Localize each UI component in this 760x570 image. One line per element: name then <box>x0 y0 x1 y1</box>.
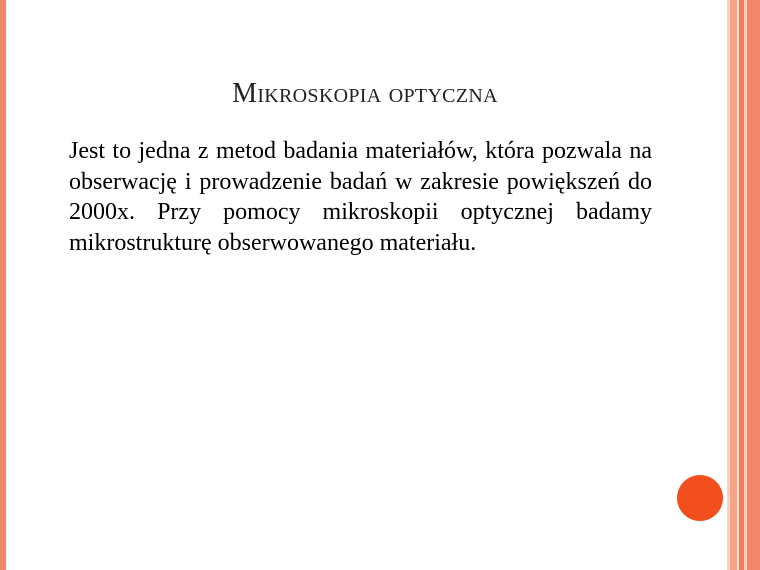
slide-body-text: Jest to jedna z metod badania materiałów, która pozwala na obserwację i prowadzenie badań w zakresie powiększeń do 2000x. Przy pomocy mikroskopii optycznej badamy mikrostrukturę obserwowanego materiału. <box>69 138 652 256</box>
circle-decoration <box>677 475 723 521</box>
slide-title: Mikroskopia optyczna <box>232 78 498 109</box>
right-stripe-decoration <box>730 0 737 570</box>
left-border-decoration <box>0 0 6 570</box>
right-stripe-decoration <box>747 0 760 570</box>
